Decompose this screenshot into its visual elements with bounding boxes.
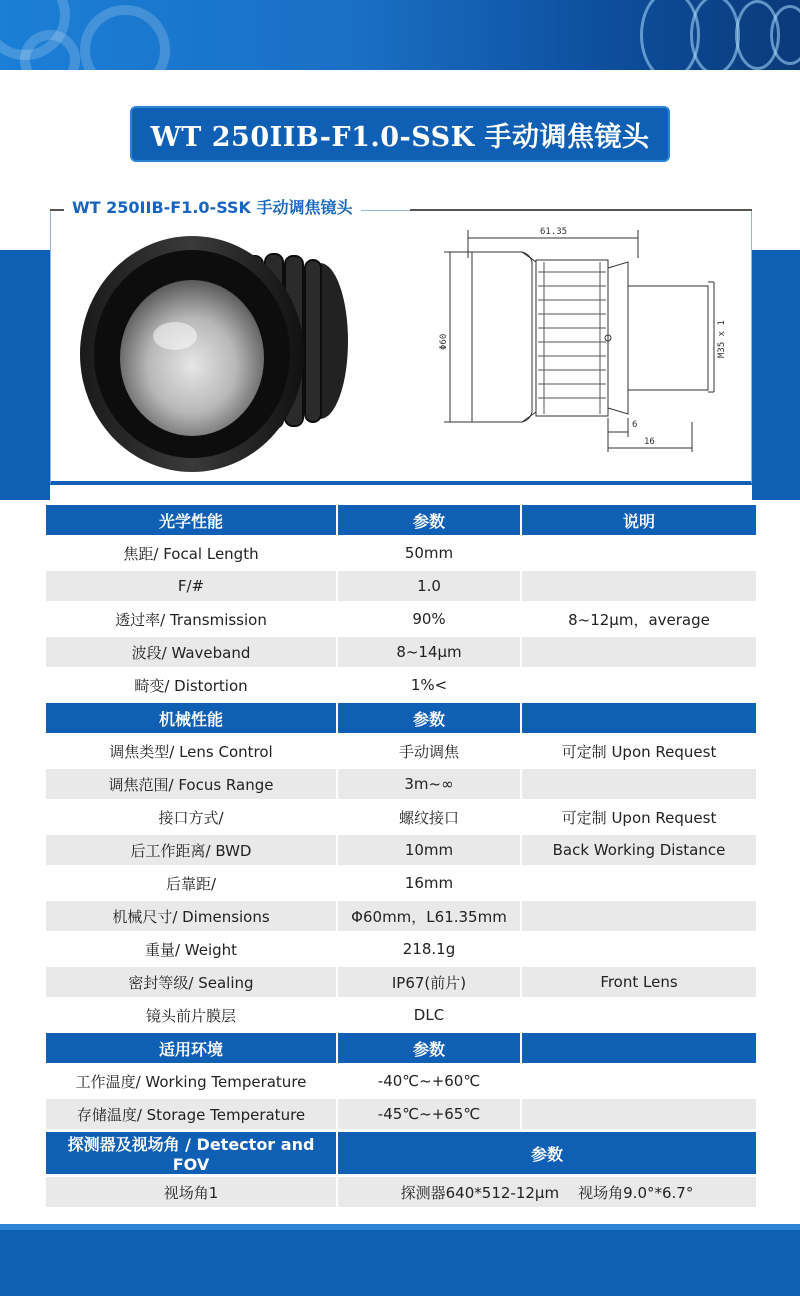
spec-value: -45℃~+65℃ bbox=[336, 1099, 520, 1129]
header-cell: 参数 bbox=[336, 1033, 520, 1063]
spec-note bbox=[520, 571, 756, 601]
side-band-right bbox=[752, 250, 800, 500]
top-banner bbox=[0, 0, 800, 70]
section-header-environment bbox=[46, 1033, 756, 1063]
table-row bbox=[46, 538, 756, 568]
spec-note bbox=[520, 1066, 756, 1096]
header-cell bbox=[520, 1033, 756, 1063]
drawing-dim-b-label: 16 bbox=[644, 437, 655, 447]
table-row bbox=[46, 835, 756, 865]
section-header-mechanical bbox=[46, 703, 756, 733]
lens-photo bbox=[80, 226, 360, 476]
gear-decoration bbox=[80, 5, 170, 70]
header-cell: 参数 bbox=[336, 703, 520, 733]
table-row bbox=[46, 637, 756, 667]
spec-name: 调焦类型/ Lens Control bbox=[46, 736, 336, 766]
spec-note bbox=[520, 769, 756, 799]
spec-table bbox=[46, 502, 756, 1210]
spec-value: 8~14μm bbox=[336, 637, 520, 667]
table-row bbox=[46, 934, 756, 964]
table-row bbox=[46, 736, 756, 766]
spec-value: 3m~∞ bbox=[336, 769, 520, 799]
bottom-band bbox=[0, 1224, 800, 1296]
spec-name: 镜头前片膜层 bbox=[46, 1000, 336, 1030]
spec-value: 10mm bbox=[336, 835, 520, 865]
spec-name: 密封等级/ Sealing bbox=[46, 967, 336, 997]
spec-note: Front Lens bbox=[520, 967, 756, 997]
table-row bbox=[46, 670, 756, 700]
spec-name: 重量/ Weight bbox=[46, 934, 336, 964]
spec-value: -40℃~+60℃ bbox=[336, 1066, 520, 1096]
spec-value: 90% bbox=[336, 604, 520, 634]
spec-value: 1%< bbox=[336, 670, 520, 700]
header-cell: 适用环境 bbox=[46, 1033, 336, 1063]
table-row bbox=[46, 1000, 756, 1030]
header-cell: 说明 bbox=[520, 505, 756, 535]
table-row bbox=[46, 604, 756, 634]
spec-name: 后靠距/ bbox=[46, 868, 336, 898]
header-cell bbox=[520, 703, 756, 733]
spec-note bbox=[520, 868, 756, 898]
product-caption: WT 250IIB-F1.0-SSK 手动调焦镜头 bbox=[64, 196, 361, 220]
side-band-left bbox=[0, 250, 50, 500]
spec-name: 存储温度/ Storage Temperature bbox=[46, 1099, 336, 1129]
header-cell: 探测器及视场角 / Detector and FOV bbox=[46, 1132, 336, 1174]
spec-value: Φ60mm，L61.35mm bbox=[336, 901, 520, 931]
spec-value: 16mm bbox=[336, 868, 520, 898]
spec-name: 调焦范围/ Focus Range bbox=[46, 769, 336, 799]
table-row bbox=[46, 1066, 756, 1096]
spec-name: 透过率/ Transmission bbox=[46, 604, 336, 634]
spec-value: 50mm bbox=[336, 538, 520, 568]
table-row bbox=[46, 1177, 756, 1207]
spec-name: 接口方式/ bbox=[46, 802, 336, 832]
spec-note bbox=[520, 538, 756, 568]
spec-note: 可定制 Upon Request bbox=[520, 736, 756, 766]
spec-note bbox=[520, 1000, 756, 1030]
spec-name: 畸变/ Distortion bbox=[46, 670, 336, 700]
section-header-fov bbox=[46, 1132, 756, 1174]
spec-name: 视场角1 bbox=[46, 1177, 336, 1207]
drawing-thread-label: M35 x 1 bbox=[717, 320, 727, 358]
spec-name: 焦距/ Focal Length bbox=[46, 538, 336, 568]
spec-value: 218.1g bbox=[336, 934, 520, 964]
spec-name: 工作温度/ Working Temperature bbox=[46, 1066, 336, 1096]
table-row bbox=[46, 802, 756, 832]
header-cell: 机械性能 bbox=[46, 703, 336, 733]
spec-name: 后工作距离/ BWD bbox=[46, 835, 336, 865]
spec-note: 8~12μm，average bbox=[520, 604, 756, 634]
spec-value: DLC bbox=[336, 1000, 520, 1030]
spec-name: F/# bbox=[46, 571, 336, 601]
table-row bbox=[46, 967, 756, 997]
spec-name: 波段/ Waveband bbox=[46, 637, 336, 667]
lens-decoration bbox=[690, 0, 740, 70]
drawing-length-label: 61.35 bbox=[540, 227, 568, 237]
header-cell: 参数 bbox=[336, 1132, 756, 1174]
table-row bbox=[46, 901, 756, 931]
section-header-optical bbox=[46, 505, 756, 535]
spec-note: Back Working Distance bbox=[520, 835, 756, 865]
spec-note: 可定制 Upon Request bbox=[520, 802, 756, 832]
spec-value: 1.0 bbox=[336, 571, 520, 601]
drawing-diameter-label: Φ60 bbox=[439, 333, 449, 350]
table-row bbox=[46, 571, 756, 601]
spec-note bbox=[520, 934, 756, 964]
drawing-dim-a-label: 6 bbox=[632, 420, 638, 430]
spec-note bbox=[520, 637, 756, 667]
table-row bbox=[46, 868, 756, 898]
spec-value: 螺纹接口 bbox=[336, 802, 520, 832]
table-row bbox=[46, 1099, 756, 1129]
spec-note bbox=[520, 1099, 756, 1129]
spec-value: 探测器640*512-12μm 视场角9.0°*6.7° bbox=[336, 1177, 756, 1207]
table-row bbox=[46, 769, 756, 799]
spec-note bbox=[520, 670, 756, 700]
spec-note bbox=[520, 901, 756, 931]
header-cell: 参数 bbox=[336, 505, 520, 535]
spec-value: 手动调焦 bbox=[336, 736, 520, 766]
caption-divider bbox=[410, 209, 752, 211]
page-title: WT 250IIB-F1.0-SSK 手动调焦镜头 bbox=[130, 106, 670, 162]
header-cell: 光学性能 bbox=[46, 505, 336, 535]
spec-name: 机械尺寸/ Dimensions bbox=[46, 901, 336, 931]
lens-technical-drawing bbox=[432, 222, 732, 452]
spec-value: IP67(前片) bbox=[336, 967, 520, 997]
